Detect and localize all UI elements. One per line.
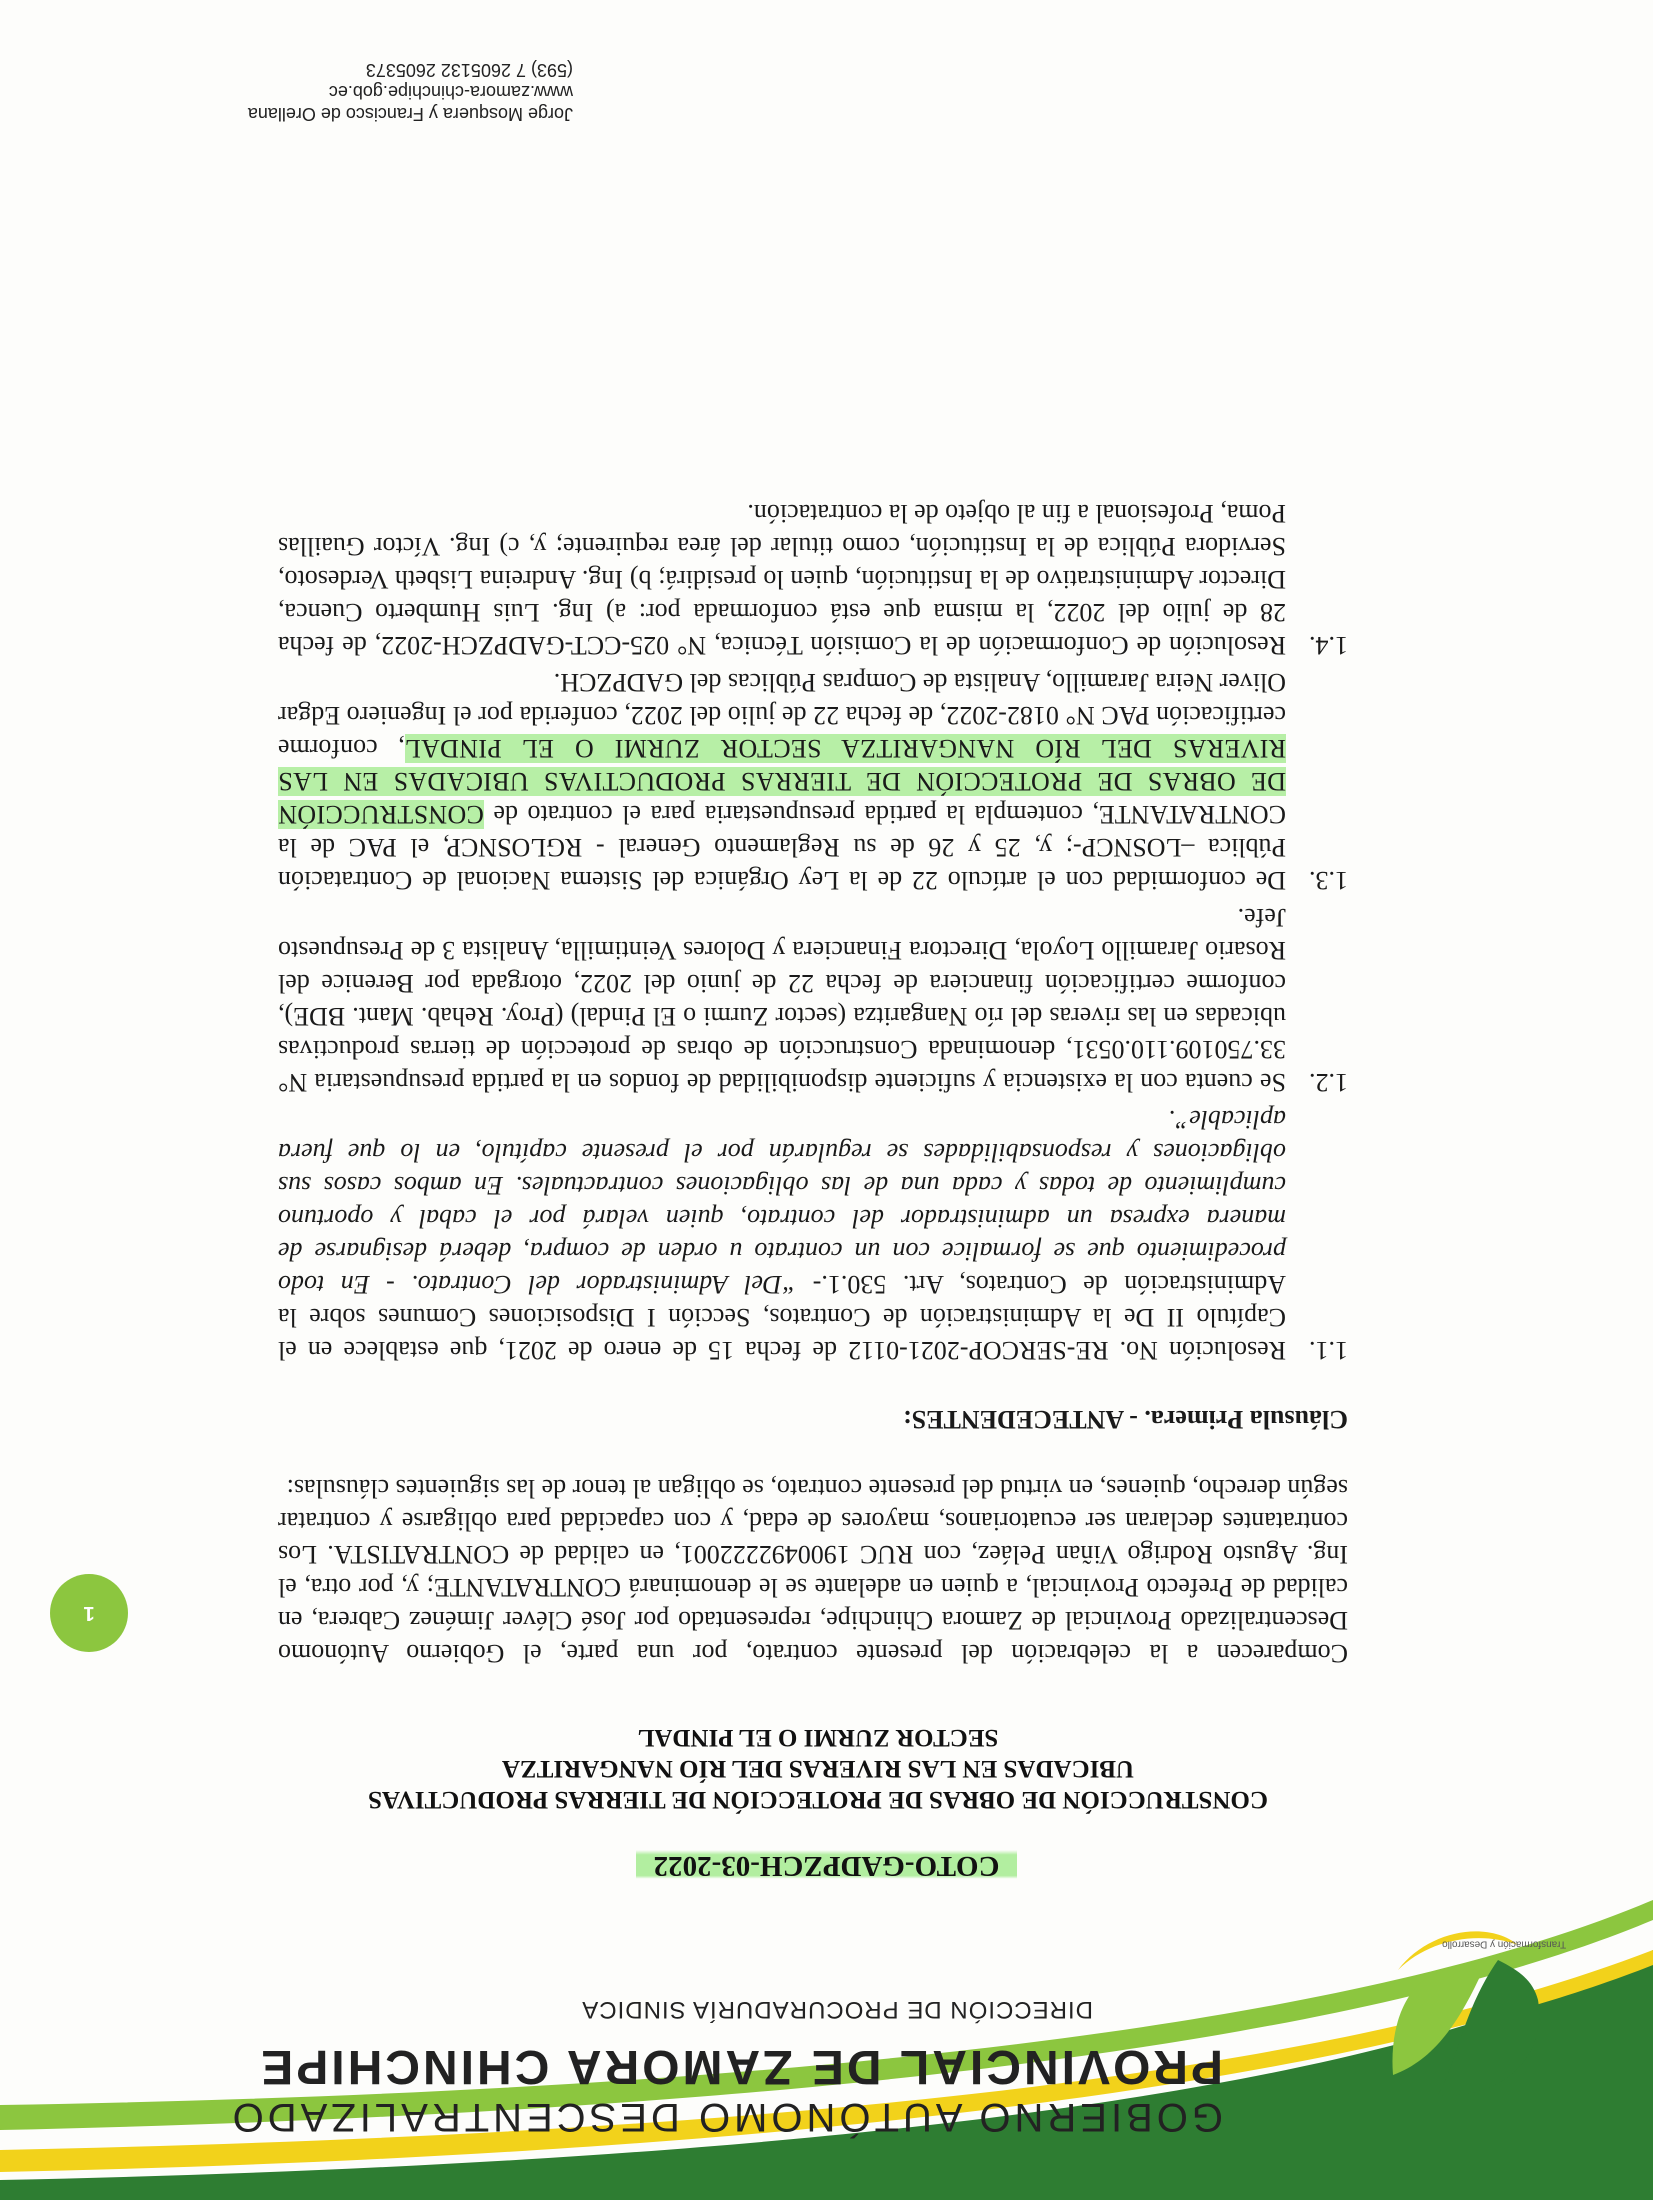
clause-heading: Cláusula Primera. - ANTECEDENTES: xyxy=(903,1405,1348,1434)
item-1-1 xyxy=(278,1103,1348,1367)
item-number: 1.2. xyxy=(1309,1068,1348,1097)
item-1-3 xyxy=(278,666,1348,897)
item-text: De conformidad con el artículo 22 de la Ley Orgánica del Sistema Nacional de Contratación Pública –LOSNCP-; y, 25 y 26 de su Reglamento General - RGLOSNCP, el PAC de la CONTRATANTE, contempla la partida presupuestaria para el contrato de xyxy=(278,800,1286,895)
item-text: Resolución de Conformación de la Comisión Técnica, N° 025-CCT-GADPZCH-2022, de fecha 28 de julio del 2022, la misma que está conformada por: a) Ing. Luis Humberto Cuenca, Director Administrativo de la Institución, quien lo presidirá; b) Ing. Andreina Lisbeth Verdesoto, Servidora Pública de la Institución, como titular del área requirente; y, c) Ing. Víctor Guaillas Poma, Profesional a fin al objeto de la contratación. xyxy=(278,499,1286,660)
logo-tagline: Transformación y Desarrollo xyxy=(1442,1938,1567,1950)
contract-code xyxy=(0,1849,1653,1882)
page-number-badge: 1 xyxy=(50,1574,128,1652)
footer-phone: (593) 7 2605132 2605373 xyxy=(365,60,573,80)
contract-title xyxy=(293,1722,1343,1815)
intro-paragraph: Comparecen a la celebración del presente contrato, por una parte, el Gobierno Autónomo Descentralizado Provincial de Zamora Chinchipe, representado por José Cléver Jiménez Cabrera, en calidad de Prefecto Provincial, a quien en adelante se le denominará CONTRATANTE; y, por otra, el Ing. Agusto Rodrigo Viñan Peláez, con RUC 1900492222001, en calidad de CONTRATISTA. Los contratantes declaran ser ecuatorianos, mayores de edad, y con capacidad para obligarse y contratar según derecho, quienes, en virtud del presente contrato, se obligan al tenor de las siguientes cláusulas: xyxy=(278,1474,1348,1668)
contract-title-line-2: UBICADAS EN LAS RIVERAS DEL RÍO NANGARITZA xyxy=(501,1755,1135,1782)
item-text: Se cuenta con la existencia y suficiente disponibilidad de fondos en la partida presupuestaria N° 33.750109.110.0531, denominada Construcción de obras de protección de tierras productivas ubicadas en las riveras del río Nangaritza (sector Zurmi o El Pindal) (Proy. Rehab. Mant. BDE), conforme certificación financiera de fecha 22 de junio del 2022, otorgada por Berenice del Rosario Jaramillo Loyola, Directora Financiera y Dolores Veintimilla, Analista 3 de Presupuesto Jefe. xyxy=(278,903,1286,1097)
document-body xyxy=(278,493,1348,1670)
contract-code-text: COTO-GADPZCH-03-2022 xyxy=(636,1850,1018,1882)
department-name: DIRECCIÓN DE PROCURADURÍA SINDICA xyxy=(581,1996,1093,2023)
item-number: 1.4. xyxy=(1309,631,1348,660)
highlighted-project-name: CONSTRUCCIÓN DE OBRAS DE PROTECCIÓN DE TIERRAS PRODUCTIVAS UBICADAS EN LAS RIVERAS DEL RÍO NANGARITZA SECTOR ZURMI O EL PINDAL xyxy=(278,734,1286,829)
item-1-4 xyxy=(278,497,1348,662)
footer-website: www.zamora-chinchipe.gob.ec xyxy=(328,82,573,102)
item-quote: “Del Administrador del Contrato. - En todo procedimiento que se formalice con un contrato u orden de compra, deberá designarse de manera expresa un administrador del contrato, quien velará por el cabal y oportuno cumplimiento de todas y cada una de las obligaciones contractuales. En ambos casos sus obligaciones y responsabilidades se regularán por el presente capítulo, en lo que fuera aplicable”. xyxy=(278,1105,1286,1299)
footer-address: Jorge Mosquera y Francisco de Orellana xyxy=(247,104,573,124)
organization-header xyxy=(73,1994,1223,2140)
item-number: 1.1. xyxy=(1309,1336,1348,1365)
item-text: Resolución No. RE-SERCOP-2021-0112 de fecha 15 de enero de 2021, que establece en el Capítulo II De la Administración de Contratos, Sección I Disposiciones Comunes sobre la Administración de Contratos, Art. 530.1.- xyxy=(278,1270,1286,1365)
logo-icon xyxy=(1383,1920,1558,2120)
org-name-line-1: GOBIERNO AUTÓNOMO DESCENTRALIZADO xyxy=(228,2095,1223,2139)
contract-title-line-1: CONSTRUCCIÓN DE OBRAS DE PROTECCIÓN DE TIERRAS PRODUCTIVAS xyxy=(368,1786,1268,1813)
footer-contact xyxy=(248,59,573,125)
contract-title-line-3: SECTOR ZURMI O EL PINDAL xyxy=(637,1724,999,1751)
item-number: 1.3. xyxy=(1309,866,1348,895)
org-name-line-2: PROVINCIAL DE ZAMORA CHINCHIPE xyxy=(258,2040,1223,2093)
item-text-continued: , conforme certificación PAC N° 0182-2022, de fecha 22 de julio del 2022, conferida por el Ingeniero Edgar Oliver Neira Jaramillo, Analista de Compras Públicas del GADPZCH. xyxy=(278,668,1286,763)
item-1-2 xyxy=(278,901,1348,1099)
